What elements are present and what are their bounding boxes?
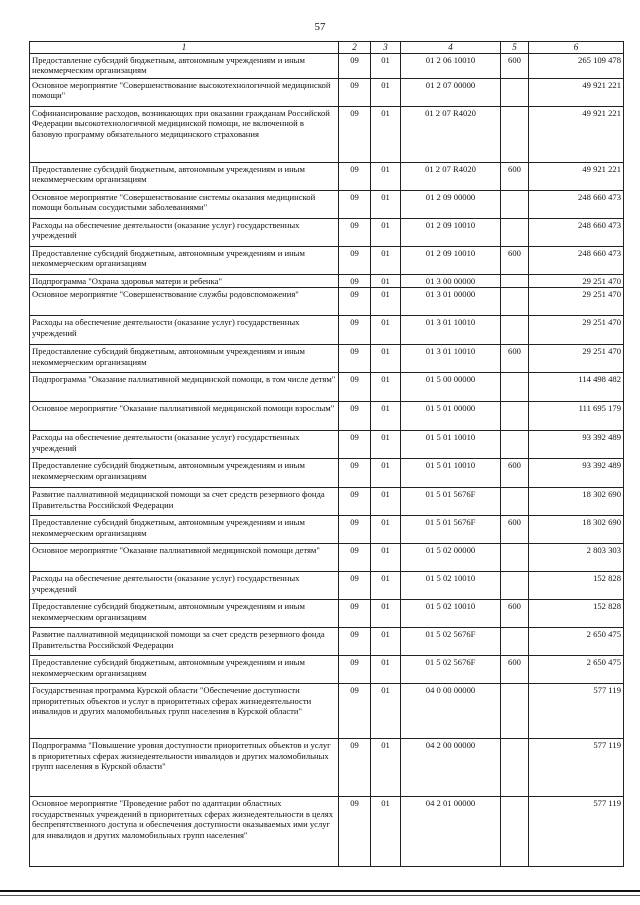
row-amount: 2 650 475 <box>529 628 624 656</box>
table-row <box>30 345 624 373</box>
row-subsection: 01 <box>371 274 401 288</box>
row-name: Развитие паллиативной медицинской помощи за счет средств резервного фонда Правительства Российской Федерации <box>30 628 339 656</box>
column-header: 6 <box>529 42 624 54</box>
row-amount: 29 251 470 <box>529 316 624 345</box>
row-amount: 577 119 <box>529 739 624 797</box>
row-amount: 577 119 <box>529 684 624 739</box>
row-expense-type <box>501 402 529 431</box>
row-subsection: 01 <box>371 628 401 656</box>
row-target-code: 01 2 09 10010 <box>401 218 501 246</box>
budget-table <box>29 41 624 867</box>
row-subsection: 01 <box>371 316 401 345</box>
row-subsection: 01 <box>371 190 401 218</box>
table-row <box>30 488 624 516</box>
row-section: 09 <box>339 797 371 867</box>
row-section: 09 <box>339 488 371 516</box>
row-amount: 152 828 <box>529 600 624 628</box>
table-row <box>30 572 624 600</box>
row-name: Предоставление субсидий бюджетным, автономным учреждениям и иным некоммерческим организациям <box>30 246 339 274</box>
row-target-code: 01 3 01 00000 <box>401 288 501 316</box>
row-subsection: 01 <box>371 684 401 739</box>
table-row <box>30 459 624 488</box>
row-subsection: 01 <box>371 572 401 600</box>
table-row <box>30 544 624 572</box>
row-amount: 577 119 <box>529 797 624 867</box>
row-name: Предоставление субсидий бюджетным, автономным учреждениям и иным некоммерческим организациям <box>30 516 339 544</box>
row-name: Предоставление субсидий бюджетным, автономным учреждениям и иным некоммерческим организациям <box>30 459 339 488</box>
row-expense-type: 600 <box>501 656 529 684</box>
row-amount: 29 251 470 <box>529 345 624 373</box>
row-target-code: 01 5 02 00000 <box>401 544 501 572</box>
row-name: Подпрограмма "Повышение уровня доступности приоритетных объектов и услуг в приоритетных сферах жизнедеятельности инвалидов и других маломобильных групп населения в Курской области" <box>30 739 339 797</box>
row-name: Расходы на обеспечение деятельности (оказание услуг) государственных учреждений <box>30 572 339 600</box>
row-name: Государственная программа Курской области "Обеспечение доступности приоритетных объектов и услуг в приоритетных сферах жизнедеятельности инвалидов и других маломобильных групп населения в Курской области" <box>30 684 339 739</box>
row-expense-type <box>501 488 529 516</box>
row-name: Расходы на обеспечение деятельности (оказание услуг) государственных учреждений <box>30 316 339 345</box>
row-name: Предоставление субсидий бюджетным, автономным учреждениям и иным некоммерческим организациям <box>30 53 339 78</box>
row-subsection: 01 <box>371 600 401 628</box>
row-target-code: 01 5 02 5676F <box>401 628 501 656</box>
row-section: 09 <box>339 628 371 656</box>
row-amount: 152 828 <box>529 572 624 600</box>
row-subsection: 01 <box>371 797 401 867</box>
table-row <box>30 797 624 867</box>
row-subsection: 01 <box>371 288 401 316</box>
page-number: 57 <box>314 21 326 33</box>
row-subsection: 01 <box>371 739 401 797</box>
row-subsection: 01 <box>371 459 401 488</box>
row-section: 09 <box>339 53 371 78</box>
row-amount: 49 921 221 <box>529 106 624 162</box>
row-expense-type: 600 <box>501 246 529 274</box>
row-target-code: 01 5 02 5676F <box>401 656 501 684</box>
row-amount: 93 392 489 <box>529 459 624 488</box>
column-header: 4 <box>401 42 501 54</box>
row-subsection: 01 <box>371 402 401 431</box>
row-name: Основное мероприятие "Совершенствование высокотехнологичной медицинской помощи" <box>30 78 339 106</box>
table-row <box>30 516 624 544</box>
row-amount: 49 921 221 <box>529 162 624 190</box>
table-row <box>30 600 624 628</box>
row-expense-type <box>501 797 529 867</box>
row-name: Основное мероприятие "Проведение работ по адаптации областных государственных учреждений в приоритетных сферах жизнедеятельности в целях беспрепятственного доступа и обеспечения доступности оказываемых ими услуг для инвалидов и других маломобильных групп населения" <box>30 797 339 867</box>
column-header: 5 <box>501 42 529 54</box>
row-expense-type <box>501 316 529 345</box>
row-target-code: 01 5 01 00000 <box>401 402 501 431</box>
row-amount: 2 803 303 <box>529 544 624 572</box>
table-body <box>30 53 624 867</box>
row-expense-type <box>501 78 529 106</box>
row-section: 09 <box>339 106 371 162</box>
row-name: Основное мероприятие "Оказание паллиативной медицинской помощи взрослым" <box>30 402 339 431</box>
row-expense-type: 600 <box>501 53 529 78</box>
row-amount: 29 251 470 <box>529 288 624 316</box>
row-section: 09 <box>339 600 371 628</box>
row-section: 09 <box>339 572 371 600</box>
row-expense-type <box>501 373 529 402</box>
row-amount: 29 251 470 <box>529 274 624 288</box>
row-subsection: 01 <box>371 516 401 544</box>
row-amount: 265 109 478 <box>529 53 624 78</box>
row-name: Подпрограмма "Оказание паллиативной медицинской помощи, в том числе детям" <box>30 373 339 402</box>
row-subsection: 01 <box>371 218 401 246</box>
row-expense-type <box>501 572 529 600</box>
row-expense-type: 600 <box>501 459 529 488</box>
row-subsection: 01 <box>371 78 401 106</box>
row-section: 09 <box>339 274 371 288</box>
table-row <box>30 431 624 459</box>
row-target-code: 01 5 01 10010 <box>401 459 501 488</box>
row-expense-type <box>501 628 529 656</box>
row-name: Подпрограмма "Охрана здоровья матери и ребенка" <box>30 274 339 288</box>
table-row <box>30 316 624 345</box>
row-name: Основное мероприятие "Совершенствование системы оказания медицинской помощи больным сосудистыми заболеваниями" <box>30 190 339 218</box>
row-amount: 2 650 475 <box>529 656 624 684</box>
row-amount: 49 921 221 <box>529 78 624 106</box>
row-name: Основное мероприятие "Оказание паллиативной медицинской помощи детям" <box>30 544 339 572</box>
row-target-code: 01 2 07 00000 <box>401 78 501 106</box>
row-section: 09 <box>339 656 371 684</box>
row-section: 09 <box>339 345 371 373</box>
row-subsection: 01 <box>371 106 401 162</box>
table-row <box>30 162 624 190</box>
row-section: 09 <box>339 431 371 459</box>
row-target-code: 04 2 01 00000 <box>401 797 501 867</box>
table-row <box>30 53 624 78</box>
row-section: 09 <box>339 373 371 402</box>
row-section: 09 <box>339 162 371 190</box>
row-name: Предоставление субсидий бюджетным, автономным учреждениям и иным некоммерческим организациям <box>30 162 339 190</box>
row-name: Расходы на обеспечение деятельности (оказание услуг) государственных учреждений <box>30 218 339 246</box>
column-header: 1 <box>30 42 339 54</box>
row-subsection: 01 <box>371 53 401 78</box>
row-target-code: 01 5 01 10010 <box>401 431 501 459</box>
row-section: 09 <box>339 246 371 274</box>
row-subsection: 01 <box>371 488 401 516</box>
row-subsection: 01 <box>371 544 401 572</box>
row-subsection: 01 <box>371 345 401 373</box>
row-target-code: 01 3 01 10010 <box>401 345 501 373</box>
table-row <box>30 246 624 274</box>
row-name: Софинансирование расходов, возникающих при оказании гражданам Российской Федерации высокотехнологичной медицинской помощи, не включенной в базовую программу обязательного медицинского страхования <box>30 106 339 162</box>
row-section: 09 <box>339 288 371 316</box>
row-expense-type <box>501 739 529 797</box>
bottom-rule <box>0 895 640 896</box>
row-target-code: 01 2 06 10010 <box>401 53 501 78</box>
row-name: Предоставление субсидий бюджетным, автономным учреждениям и иным некоммерческим организациям <box>30 600 339 628</box>
row-amount: 93 392 489 <box>529 431 624 459</box>
row-expense-type: 600 <box>501 516 529 544</box>
row-section: 09 <box>339 190 371 218</box>
row-target-code: 04 0 00 00000 <box>401 684 501 739</box>
row-expense-type <box>501 431 529 459</box>
row-target-code: 01 5 02 10010 <box>401 600 501 628</box>
row-amount: 18 302 690 <box>529 488 624 516</box>
table-row <box>30 628 624 656</box>
row-subsection: 01 <box>371 431 401 459</box>
row-section: 09 <box>339 739 371 797</box>
row-subsection: 01 <box>371 373 401 402</box>
table-row <box>30 684 624 739</box>
row-expense-type: 600 <box>501 345 529 373</box>
row-subsection: 01 <box>371 246 401 274</box>
table-row <box>30 656 624 684</box>
row-target-code: 01 2 09 00000 <box>401 190 501 218</box>
row-subsection: 01 <box>371 656 401 684</box>
row-subsection: 01 <box>371 162 401 190</box>
row-section: 09 <box>339 402 371 431</box>
row-section: 09 <box>339 516 371 544</box>
row-section: 09 <box>339 316 371 345</box>
table-row <box>30 218 624 246</box>
table-row <box>30 739 624 797</box>
row-amount: 248 660 473 <box>529 218 624 246</box>
row-amount: 248 660 473 <box>529 190 624 218</box>
column-header: 2 <box>339 42 371 54</box>
row-name: Развитие паллиативной медицинской помощи за счет средств резервного фонда Правительства Российской Федерации <box>30 488 339 516</box>
table-row <box>30 78 624 106</box>
row-target-code: 01 5 01 5676F <box>401 516 501 544</box>
table-row <box>30 288 624 316</box>
row-expense-type <box>501 544 529 572</box>
row-target-code: 01 3 01 10010 <box>401 316 501 345</box>
row-target-code: 01 5 02 10010 <box>401 572 501 600</box>
row-target-code: 01 5 01 5676F <box>401 488 501 516</box>
row-expense-type <box>501 218 529 246</box>
table-row <box>30 402 624 431</box>
row-name: Расходы на обеспечение деятельности (оказание услуг) государственных учреждений <box>30 431 339 459</box>
row-target-code: 01 2 09 10010 <box>401 246 501 274</box>
row-expense-type <box>501 190 529 218</box>
row-section: 09 <box>339 459 371 488</box>
row-expense-type <box>501 288 529 316</box>
row-target-code: 01 2 07 R4020 <box>401 106 501 162</box>
column-header: 3 <box>371 42 401 54</box>
row-target-code: 01 5 00 00000 <box>401 373 501 402</box>
row-section: 09 <box>339 218 371 246</box>
table-row <box>30 373 624 402</box>
row-section: 09 <box>339 684 371 739</box>
row-name: Предоставление субсидий бюджетным, автономным учреждениям и иным некоммерческим организациям <box>30 345 339 373</box>
table-row <box>30 190 624 218</box>
row-expense-type: 600 <box>501 162 529 190</box>
row-amount: 248 660 473 <box>529 246 624 274</box>
row-expense-type: 600 <box>501 600 529 628</box>
row-name: Предоставление субсидий бюджетным, автономным учреждениям и иным некоммерческим организациям <box>30 656 339 684</box>
row-section: 09 <box>339 78 371 106</box>
row-amount: 18 302 690 <box>529 516 624 544</box>
row-target-code: 01 3 00 00000 <box>401 274 501 288</box>
column-header-row <box>30 42 624 54</box>
row-expense-type <box>501 684 529 739</box>
row-expense-type <box>501 106 529 162</box>
table-row <box>30 106 624 162</box>
bottom-rule <box>0 890 640 892</box>
row-target-code: 01 2 07 R4020 <box>401 162 501 190</box>
table-row <box>30 274 624 288</box>
row-amount: 114 498 482 <box>529 373 624 402</box>
row-amount: 111 695 179 <box>529 402 624 431</box>
row-expense-type <box>501 274 529 288</box>
row-name: Основное мероприятие "Совершенствование службы родовспоможения" <box>30 288 339 316</box>
row-target-code: 04 2 00 00000 <box>401 739 501 797</box>
row-section: 09 <box>339 544 371 572</box>
